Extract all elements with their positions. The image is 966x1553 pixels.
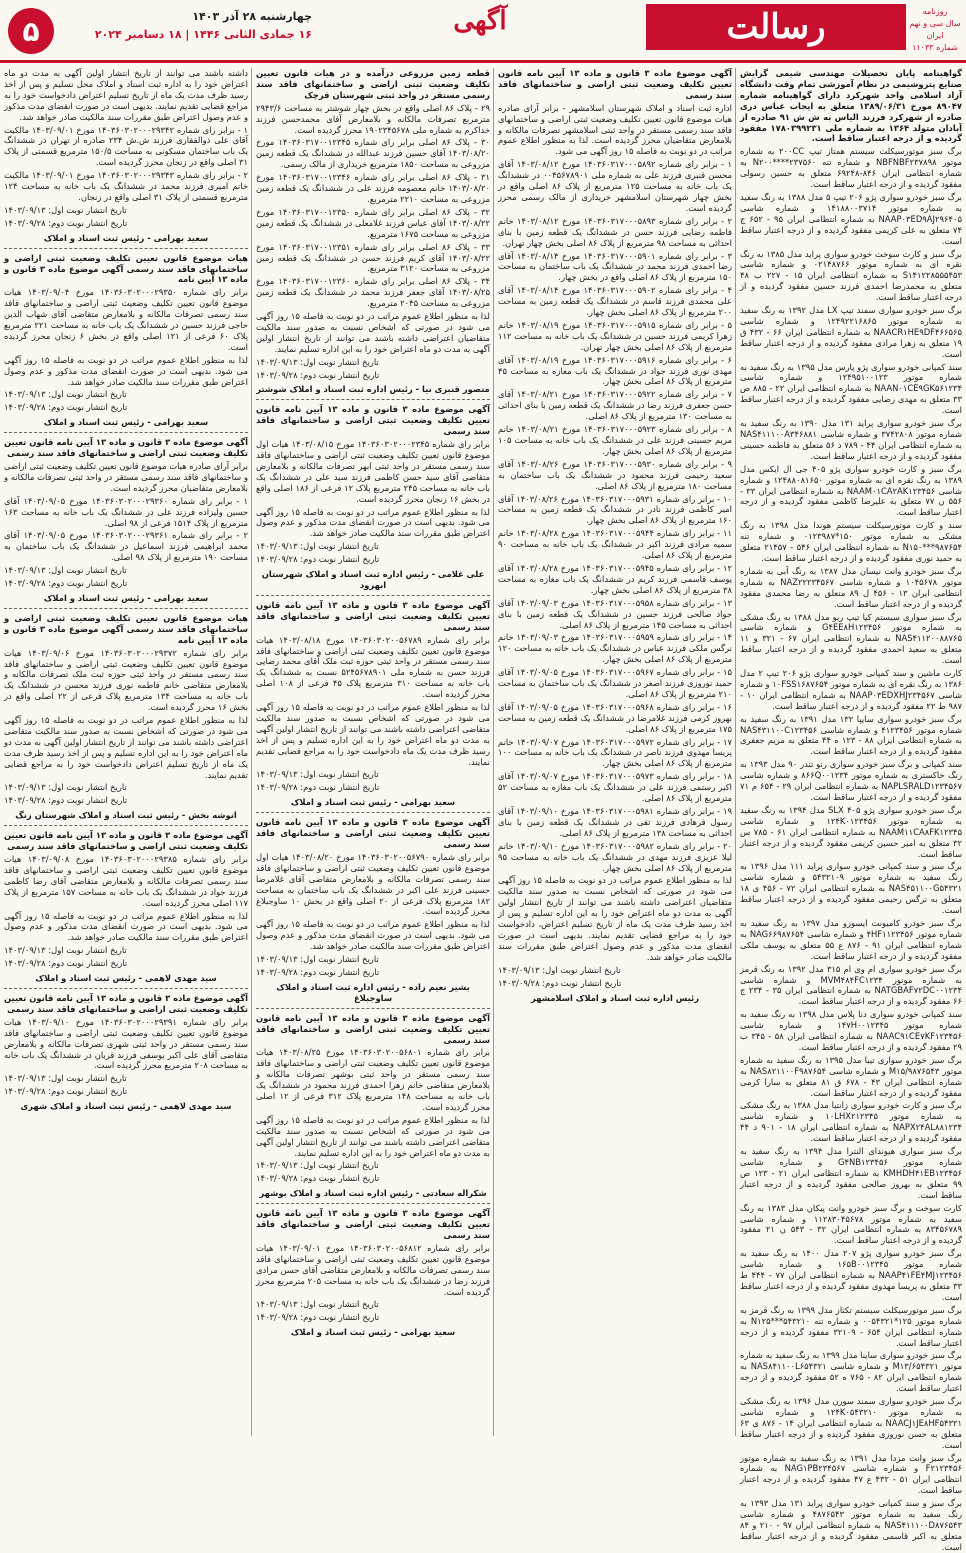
ad-separator xyxy=(4,825,248,826)
ad-text: برگ سبز سواری سیستم کیا تیپ ریو مدل ۱۳۸۸ به رنگ مشکی به شماره موتور G۴EE۸H۱۲۳۴۵۶ و شماره شاسی NAS۴۱۱۲۰۰۸۸۷۶۵ به شماره انتظامی ایران ۶۷ - ۳۲۱ و ۱۱ متعلق به سعید احمدی مفقود گردیده و از درجه اعتبار ساقط است. xyxy=(740,611,962,666)
publish-date: تاریخ انتشار نوبت دوم: ۱۴۰۳/۰۹/۲۸ xyxy=(498,977,622,988)
ad-signature: سید مهدی لاهمی - رئیس ثبت اسناد و املاک شهری xyxy=(20,1101,232,1112)
ad-text: ۳ - برابر رای شماره ۱۴۰۳۶۰۳۱۷۰۰۰۵۹۰۱ مورخ ۱۴۰۳/۰۸/۱۴ آقای رضا احمدی فرزند محمد در ششدانگ یک باب ساختمان به مساحت ۱۵۰ مترمربع از پلاک ۸۶ اصلی واقع در بخش چهار. xyxy=(498,250,732,283)
ad-signature: سعید بهرامی - رئیس ثبت اسناد و املاک xyxy=(43,592,209,603)
issue-dates xyxy=(62,8,312,44)
ad-text: ۱ - برابر رای شماره ۱۴۰۳۶۰۳۰۲۰۰۰۲۹۳۶۰ مورخ ۱۴۰۳/۰۹/۰۵ آقای حسین ولیزاده فرزند علی در ششدانگ یک باب خانه به مساحت ۱۶۳ مترمربع از پلاک ۱۵۱۴ فرعی از ۹۸ اصلی. xyxy=(4,495,248,528)
ad-text: ۸ - برابر رای شماره ۱۴۰۳۶۰۳۱۷۰۰۰۵۹۲۳ مورخ ۱۴۰۳/۰۸/۲۱ خانم مریم حسینی فرزند علی در ششدانگ یک باب خانه به مساحت ۱۰۵ مترمربع از پلاک ۸۶ اصلی بخش چهار. xyxy=(498,424,732,456)
ad-heading: آگهی موضوع ماده ۳ قانون و ماده ۱۳ آیین نامه قانون تعیین تکلیف وضعیت ثبتی اراضی و ساختمانهای فاقد سند رسمی xyxy=(4,437,248,459)
publish-date: تاریخ انتشار نوبت اول: ۱۴۰۳/۰۹/۱۳ xyxy=(4,782,127,793)
ad-separator xyxy=(256,595,490,596)
ad-text: سند کمپانی خودرو سواری دنا پلاس مدل ۱۳۹۸ به رنگ سفید به شماره موتور ۱۴۷H۰۰۱۲۳۴۵ و شماره شاسی NAAC۹۱CE۷KF۱۲۳۴۵۶ به شماره انتظامی ایران ۵۸ - ۳۴۵ ب ۲۹ مفقود گردیده و از درجه اعتبار ساقط است. xyxy=(740,1009,962,1052)
date-hijri-gregorian: ۱۶ جمادی الثانی ۱۴۴۶ | ۱۸ دسامبر ۲۰۲۴ xyxy=(94,28,312,41)
ad-text: برگ سبز و کارت سوخت خودرو سواری پراید مدل ۱۳۸۵ به رنگ نقره ای به شماره موتور ۰۲۱۴۸۷۶۶ و شماره شاسی S۱۴۱۲۲۸۵۵۵۴۵۳ به شماره انتظامی ایران ۱۵ - ۲۲۷ ب ۴۸ متعلق به محمدرضا احمدی فرزند حسین مفقود گردیده و از درجه اعتبار ساقط است. xyxy=(740,248,962,303)
ad-heading: آگهی موضوع ماده ۳ قانون و ماده ۱۳ آیین نامه قانون تعیین تکلیف وضعیت ثبتی اراضی و ساختمانهای فاقد سند رسمی xyxy=(498,68,732,100)
ad-signature: علی غلامی - رئیس اداره ثبت اسناد و املاک شهرستان ابهرود xyxy=(261,569,485,590)
column-1 xyxy=(740,68,963,1552)
ad-text: برابر رای شماره ۱۴۰۳۶۰۳۰۲۰۰۵۶۸۱۲ مورخ ۱۴۰۳/۰۹/۰۱ هیات موضوع قانون تعیین تکلیف وضعیت ثبتی اراضی و ساختمانهای فاقد سند رسمی تصرفات مالکانه و بلامعارض متقاضی آقای حسن مرادی فرزند رضا در ششدانگ یک باب خانه به مساحت ۲۰۵ مترمربع محرز گردیده است. xyxy=(256,1242,490,1297)
publish-date: تاریخ انتشار نوبت اول: ۱۴۰۳/۰۹/۱۳ xyxy=(256,1160,379,1171)
ad-separator xyxy=(256,1008,490,1009)
ad-text: ۵ - برابر رای شماره ۱۴۰۳۶۰۳۱۷۰۰۰۵۹۱۵ مورخ ۱۴۰۳/۰۸/۱۹ خانم زهرا کریمی فرزند حسین در ششدانگ یک باب خانه به مساحت ۱۱۲ مترمربع از پلاک ۸۶ اصلی بخش چهار تهران. xyxy=(498,319,732,352)
ad-heading: آگهی موضوع ماده ۳ قانون و ماده ۱۳ آیین نامه قانون تعیین تکلیف وضعیت ثبتی اراضی و ساختمانهای فاقد سند رسمی xyxy=(256,1012,490,1045)
ad-text: لذا به منظور اطلاع عموم مراتب در دو نوبت به فاصله ۱۵ روز آگهی می شود در صورتی که اشخاص نسبت به صدور سند مالکیت متقاضیان اعتراضی داشته باشند می توانند از تاریخ انتشار اولین آگهی به مدت دو ماه اعتراض خود را به این اداره تسلیم و پس از اخذ رسید ظرف مدت یک ماه از تاریخ تسلیم اعتراض، دادخواست خود را به مراجع قضایی تقدیم نمایند. بدیهی است در صورت انقضای مدت مذکور و عدم وصول اعتراض طبق مقررات سند مالکیت صادر خواهد شد. xyxy=(498,875,732,962)
ad-separator xyxy=(256,1203,490,1204)
ad-text: ۶ - برابر رای شماره ۱۴۰۳۶۰۳۱۷۰۰۰۵۹۱۶ مورخ ۱۴۰۳/۰۸/۱۹ آقای مهدی نوری فرزند جواد در ششدانگ یک باب مغازه به مساحت ۴۵ مترمربع از پلاک ۸۶ اصلی بخش چهار. xyxy=(498,354,732,387)
publish-date: تاریخ انتشار نوبت اول: ۱۴۰۳/۰۹/۱۳ xyxy=(4,1073,127,1084)
ad-text: برگ سبز موتورسیکلت سیستم تکتاز مدل ۱۳۹۹ به رنگ قرمز به شماره موتور ۱۲۵*۰۰۵۴۳۲۱ و شماره تنه N۱۲۵***۵۴۳۲۱۰ به شماره انتظامی ایران ۶۵۴ - ۳۲۱۰۹ مفقود گردیده و از درجه اعتبار ساقط است. xyxy=(740,1304,963,1348)
ad-separator xyxy=(256,812,490,813)
ad-text: ۱۸ - برابر رای شماره ۱۴۰۳۶۰۳۱۷۰۰۰۵۹۷۳ مورخ ۱۴۰۳/۰۹/۰۷ آقای اکبر رستمی فرزند علی در ششدانگ یک باب مغازه به مساحت ۵۲ مترمربع از پلاک ۸۶ اصلی. xyxy=(498,771,732,804)
publish-date: تاریخ انتشار نوبت اول: ۱۴۰۳/۰۹/۱۳ xyxy=(256,356,379,367)
ad-text: برگ سبز موتورسیکلت سیستم همتاز تیپ ۲۰۰CC به شماره موتور NBFNBF۲۳۷۸۹۸ و شماره تنه N۲۰۰****۲۳۷۵۶۰ به شماره انتظامی ایران ۸۴۶-۶۹۲۴۸ متعلق به حسین رسولی مفقود گردیده و از درجه اعتبار ساقط است. xyxy=(740,146,962,190)
publish-date: تاریخ انتشار نوبت دوم: ۱۴۰۳/۰۹/۲۸ xyxy=(256,782,380,793)
ad-text: کارت سوخت و برگ سبز خودرو وانت پیکان مدل ۱۳۸۳ به رنگ سفید به شماره موتور ۱۱۲۸۳۰۴۵۶۷۸ و شماره شاسی ۸۳۴۵۶۷۸۹ به شماره انتظامی ایران ۳۲ - ۵۴۳ ن ۲۱ مفقود گردیده و از درجه اعتبار ساقط است. xyxy=(740,1202,962,1246)
date-shamsi: چهارشنبه ۲۸ آذر ۱۴۰۳ xyxy=(192,10,312,23)
ad-text: ۳۳ - پلاک ۸۶ اصلی برابر رای شماره ۱۴۰۳۶۰۳۱۷۰۰۱۲۳۵۱ مورخ ۱۴۰۳/۰۸/۲۲ آقای کریم فرزند حسن در ششدانگ یک قطعه زمین مزروعی به مساحت ۳۱۲۰ مترمربع. xyxy=(256,241,490,274)
ad-text: ۲ - برابر رای شماره ۱۴۰۳۶۰۳۰۲۰۰۰۲۹۳۶۱ مورخ ۱۴۰۳/۰۹/۰۵ آقای محمد ابراهیمی فرزند اسماعیل در ششدانگ یک باب ساختمان به مساحت ۱۹۰ مترمربع از پلاک ۹۸ اصلی. xyxy=(4,530,248,563)
ad-heading: آگهی موضوع ماده ۳ قانون و ماده ۱۳ آیین نامه قانون تعیین تکلیف وضعیت ثبتی اراضی و ساختمانهای فاقد سند رسمی xyxy=(256,599,490,632)
publish-date: تاریخ انتشار نوبت دوم: ۱۴۰۳/۰۹/۲۸ xyxy=(256,369,380,380)
publish-date: تاریخ انتشار نوبت اول: ۱۴۰۳/۰۹/۱۳ xyxy=(256,769,379,780)
ad-text: برابر رای شماره ۱۴۰۳۶۰۳۰۲۰۰۵۶۷۸۹ مورخ ۱۴۰۳/۰۸/۱۸ هیات موضوع قانون تعیین تکلیف وضعیت ثبتی اراضی و ساختمانهای فاقد سند رسمی مستقر در واحد ثبتی حوزه ثبت ملک آقای محمد رضایی فرزند حسن به شماره ملی ۵۲۴۵۶۷۸۹۰۱ نسبت به ششدانگ یک باب خانه به مساحت ۳۱۰ مترمربع پلاک ۴۵ فرعی از ۱۰۸ اصلی محرز گردیده است. xyxy=(256,634,491,700)
ad-signature: سعید بهرامی - رئیس ثبت اسناد و املاک xyxy=(290,797,456,808)
publish-date: تاریخ انتشار نوبت اول: ۱۴۰۳/۰۹/۱۳ xyxy=(256,954,379,965)
ad-text: برابر رای شماره ۱۴۰۳۶۰۳۰۲۰۰۵۶۷۹۰ مورخ ۱۴۰۳/۰۸/۲۰ هیات اول موضوع قانون تعیین تکلیف وضعیت ثبتی اراضی و ساختمانهای فاقد سند رسمی تصرفات مالکانه و بلامعارض متقاضی آقای غلامرضا حسینی فرزند علی اکبر در ششدانگ یک باب ساختمان به مساحت ۱۸۲ مترمربع پلاک فرعی از ۲۰ اصلی واقع در بخش ۱۰ ساوجبلاغ محرز گردیده است. xyxy=(256,851,490,917)
ad-text: ۲۹ - پلاک ۸۶ اصلی واقع در بخش چهار شوشتر به مساحت ۲۹۴۳/۶ مترمربع تصرفات مالکانه و بلامعارض آقای محمدحسن فرزند خداکرم به شماره ملی ۱۹۰۲۳۴۵۶۷۸ محرز گردیده است. xyxy=(256,102,490,135)
mast-line: روزنامه xyxy=(922,7,948,16)
ad-signature: سعید بهرامی - رئیس ثبت اسناد و املاک xyxy=(43,417,209,428)
ad-text: لذا به منظور اطلاع عموم مراتب در دو نوبت به فاصله ۱۵ روز آگهی می شود در صورتی که اشخاص نسبت به صدور سند مالکیت متقاضی اعتراضی داشته باشند می توانند از تاریخ انتشار اولین آگهی به مدت دو ماه اعتراض خود را به این اداره تسلیم و پس از اخذ رسید ظرف مدت یک ماه دادخواست خود را به مراجع قضایی تقدیم نمایند. xyxy=(256,702,490,767)
ad-text: برگ سبز خودرو سواری سمند تیپ LX مدل ۱۳۹۲ به رنگ سفید به شماره موتور ۱۲۴۹۲۲۱۶۸۶۵ و شماره شاسی NAACR۱HE۹DF۴۶۶۵۶۵ به شماره انتظامی ایران ۶۶ - ۴۳۲ ق ۱۹ متعلق به زهرا مرادی مفقود گردیده و از درجه اعتبار ساقط است. xyxy=(740,305,963,359)
ad-text: ۷ - برابر رای شماره ۱۴۰۳۶۰۳۱۷۰۰۰۵۹۲۲ مورخ ۱۴۰۳/۰۸/۲۱ آقای حسن جعفری فرزند رضا در ششدانگ یک قطعه زمین با بنای احداثی به مساحت ۱۳۰ مترمربع از پلاک ۸۶ اصلی. xyxy=(498,389,732,422)
ad-text: ۲ - برابر رای شماره ۱۴۰۳۶۰۳۱۷۰۰۰۵۸۹۳ مورخ ۱۴۰۳/۰۸/۱۲ خانم فاطمه رضایی فرزند حسن در ششدانگ یک قطعه زمین با بنای احداثی به مساحت ۹۸ مترمربع از پلاک ۸۶ اصلی بخش چهار تهران. xyxy=(498,215,732,248)
ad-heading: هیات موضوع قانون تعیین تکلیف وضعیت ثبتی اراضی و ساختمانهای فاقد سند رسمی آگهی موضوع ماده ۳ قانون و ماده ۱۳ آیین نامه xyxy=(4,612,248,645)
ad-separator xyxy=(4,248,248,249)
ad-text: سند کمپانی خودرو سواری پژو پارس مدل ۱۳۹۵ به رنگ سفید به شماره موتور ۱۲۴۹۵۱۰۰۱۲۳ و شماره شاسی NAAN۰۱CE۹GK۵۶۱۲۳۴ به شماره انتظامی ایران ۲۲ - ۸۸۵ ص ۳۳ متعلق به مهدی رضایی مفقود گردیده و از درجه اعتبار ساقط است. xyxy=(740,361,962,416)
ad-signature: رئیس اداره ثبت اسناد و املاک اسلامشهر xyxy=(530,992,700,1003)
ad-text: برابر رای شماره ۱۴۰۳۶۰۳۰۲۰۰۰۲۹۳۷۲ مورخ ۱۴۰۳/۰۹/۰۶ هیات موضوع قانون تعیین تکلیف وضعیت ثبتی اراضی و ساختمانهای فاقد سند رسمی مستقر در واحد ثبتی حوزه ثبت ملک تصرفات مالکانه و بلامعارض متقاضی خانم فاطمه نوری فرزند محسن در ششدانگ یک باب خانه به مساحت ۱۳۴ مترمربع پلاک فرعی از ۲۲ اصلی واقع در بخش ۱۶ محرز گردیده است. xyxy=(4,647,248,713)
ad-heading: آگهی موضوع ماده ۳ قانون و ماده ۱۳ آیین نامه قانون تعیین تکلیف وضعیت ثبتی اراضی و ساختمانهای فاقد سند رسمی xyxy=(256,1208,490,1240)
publish-date: تاریخ انتشار نوبت اول: ۱۴۰۳/۰۹/۱۳ xyxy=(4,389,127,400)
publish-date: تاریخ انتشار نوبت اول: ۱۴۰۳/۰۹/۱۳ xyxy=(498,964,621,975)
publish-date: تاریخ انتشار نوبت دوم: ۱۴۰۳/۰۹/۲۸ xyxy=(256,1312,380,1323)
ad-text: برگ سبز و سند کمپانی خودرو سواری پراید ۱۱۱ مدل ۱۳۹۶ به رنگ سفید به شماره موتور ۵۴۳۲۱۰۹ و شماره شاسی NAS۴۵۱۱۰۰G۵۴۳۲۱ به شماره انتظامی ایران ۷۲ - ۴۵۶ ی ۱۸ متعلق به نرگس رحیمی مفقود گردیده و از درجه اعتبار ساقط است. xyxy=(740,861,962,916)
ad-text: کارت ماشین و سند کمپانی خودرو سواری پژو ۲۰۶ تیپ ۲ مدل ۱۳۸۶ به رنگ نقره ای به شماره موتور ۱۰FSS۱۶۸۷۶۵۴ و شماره شاسی NAAP۰۳EDXHJ۲۳۴۵۶۷ به شماره انتظامی ایران ۱۰ - ۹۸۷ ط ۲۲ مفقود گردیده و از درجه اعتبار ساقط است. xyxy=(740,668,963,711)
publish-date: تاریخ انتشار نوبت دوم: ۱۴۰۳/۰۹/۲۸ xyxy=(4,1086,128,1097)
ad-text: برابر رای شماره ۱۴۰۳۶۰۳۰۲۰۰۰۲۹۳۹۱ مورخ ۱۴۰۳/۰۹/۱۰ هیات موضوع قانون تعیین تکلیف وضعیت ثبتی اراضی و ساختمانهای فاقد سند رسمی مستقر در واحد ثبتی شهری تصرفات مالکانه و بلامعارض متقاضی آقای علی اکبر یوسفی فرزند قربان در ششدانگ یک باب خانه به مساحت ۲۰۸ مترمربع محرز گردیده است. xyxy=(4,1016,248,1071)
ad-text: سند کمپانی و برگ سبز خودرو سواری رنو تندر ۹۰ مدل ۱۳۹۳ به رنگ خاکستری به شماره موتور ۸۶۶Q۰۰۱۲۳۴ و شماره شاسی NAPLSRALD۱۲۳۴۵۶۷ به شماره انتظامی ایران ۲۹ - ۶۵۴ م ۷۱ مفقود گردیده و از درجه اعتبار ساقط است. xyxy=(740,759,963,802)
ad-heading: آگهی موضوع ماده ۳ قانون و ماده ۱۳ آیین نامه قانون تعیین تکلیف وضعیت ثبتی اراضی و ساختمانهای فاقد سند رسمی xyxy=(4,830,248,852)
ad-heading: آگهی موضوع ماده ۳ قانون و ماده ۱۳ آیین نامه قانون تعیین تکلیف وضعیت ثبتی اراضی و ساختمانهای فاقد سند رسمی xyxy=(256,817,490,849)
ad-text: برابر رای شماره ۱۴۰۳۶۰۳۰۲۰۰۵۶۸۰۱ مورخ ۱۴۰۳/۰۸/۲۵ هیات موضوع قانون تعیین تکلیف وضعیت ثبتی اراضی و ساختمانهای فاقد سند رسمی مستقر در واحد ثبتی بوشهر تصرفات مالکانه و بلامعارض متقاضی خانم زهرا احمدی فرزند محمود در ششدانگ یک باب خانه به مساحت ۱۴۸ مترمربع پلاک ۳۱۲ فرعی از ۱۲ اصلی محرز گردیده است. xyxy=(256,1047,491,1112)
ads-columns xyxy=(4,68,963,1552)
column-4 xyxy=(4,68,248,1436)
ad-separator xyxy=(256,399,490,400)
publish-date: تاریخ انتشار نوبت دوم: ۱۴۰۳/۰۹/۲۸ xyxy=(4,402,128,413)
ad-text: داشته باشند می توانند از تاریخ انتشار اولین آگهی به مدت دو ماه اعتراض خود را به اداره ثبت اسناد و املاک محل تسلیم و پس از اخذ رسید ظرف مدت یک ماه از تاریخ تسلیم اعتراض دادخواست خود را به مراجع قضایی تقدیم نمایند. بدیهی است در صورت انقضای مدت مذکور و عدم وصول اعتراض طبق مقررات سند مالکیت صادر خواهد شد. xyxy=(4,68,248,122)
ad-text: برابر آرای صادره هیات موضوع قانون تعیین تکلیف وضعیت ثبتی اراضی و ساختمانهای فاقد سند رسمی مستقر در واحد ثبتی تصرفات مالکانه و بلامعارض متقاضیان محرز گردیده است. xyxy=(4,461,248,493)
ad-text: برگ سبز خودرو سواری پژو ۴۰۵ SLX مدل ۱۳۹۴ به رنگ سفید به شماره موتور ۱۲۴K۰۱۲۳۴۵۶ و شماره شاسی NAAM۱۱CA۸FK۱۲۳۴۵ به شماره انتظامی ایران ۶۱ - ۷۸۵ س ۳۲ متعلق به امیر حسین کریمی مفقود گردیده و از درجه اعتبار ساقط است. xyxy=(740,804,962,859)
ad-text: لذا به منظور اطلاع عموم مراتب در دو نوبت به فاصله ۱۵ روز آگهی می شود در صورتی که اشخاص نسبت به صدور سند مالکیت متقاضی اعتراضی داشته باشند می توانند از تاریخ انتشار اولین آگهی به مدت دو ماه اعتراض خود را به این اداره تسلیم و پس از اخذ رسید ظرف مدت یک ماه از تاریخ تسلیم اعتراض دادخواست خود را به مراجع قضایی تقدیم نمایند. xyxy=(4,715,248,780)
column-2 xyxy=(498,68,732,1436)
ad-text: ۱۳ - برابر رای شماره ۱۴۰۳۶۰۳۱۷۰۰۰۵۹۵۸ مورخ ۱۴۰۳/۰۹/۰۳ آقای جواد صالحی فرزند حسین در ششدانگ یک قطعه زمین با بنای احداثی به مساحت ۱۴۵ مترمربع از پلاک ۸۶ اصلی. xyxy=(498,597,732,630)
column-divider xyxy=(493,68,494,1436)
ad-signature: سید مهدی لاهمی - رئیس ثبت اسناد و املاک xyxy=(35,973,217,984)
ad-text: ۱۲ - برابر رای شماره ۱۴۰۳۶۰۳۱۷۰۰۰۵۹۴۵ مورخ ۱۴۰۳/۰۸/۲۸ آقای یوسف قاسمی فرزند کریم در ششدانگ یک باب مغازه به مساحت ۳۸ مترمربع از پلاک ۸۶ اصلی بخش چهار. xyxy=(498,562,732,595)
ad-text: ۳۲ - پلاک ۸۶ اصلی برابر رای شماره ۱۴۰۳۶۰۳۱۷۰۰۱۲۳۵۰ مورخ ۱۴۰۳/۰۸/۲۲ آقای عباس فرزند غلامعلی در ششدانگ یک قطعه زمین مزروعی به مساحت ۱۶۷۵ مترمربع. xyxy=(256,206,490,239)
ad-text: برابر رای شماره ۱۴۰۳۶۰۳۰۲۰۰۰۲۹۳۵۰ مورخ ۱۴۰۳/۰۹/۰۴ هیات موضوع قانون تعیین تکلیف وضعیت ثبتی اراضی و ساختمانهای فاقد سند رسمی تصرفات مالکانه و بلامعارض متقاضی آقای شهاب الدین حاجی فرزند حسین در ششدانگ یک باب خانه به مساحت ۲۲۱ مترمربع پلاک ۶۰ فرعی از ۱۲۱ اصلی واقع در بخش ۶ زنجان محرز گردیده است. xyxy=(4,287,248,352)
ad-text: برگ سبز و کارت خودرو سواری پژو ۴۰۵ جی ال ایکس مدل ۱۳۸۹ به رنگ نقره ای به شماره موتور ۱۲۴۸۸۰۸۱۶۵۰ و شماره شاسی NAAM۰۱CA۲AK۱۲۳۴۵۶ به شماره انتظامی ایران ۳۳ - ۵۵۶ ن ۷۷ متعلق به علیرضا کاظمی مفقود گردیده و از درجه اعتبار ساقط است. xyxy=(740,463,963,518)
ad-text: ۴ - برابر رای شماره ۱۴۰۳۶۰۳۱۷۰۰۰۵۹۰۲ مورخ ۱۴۰۳/۰۸/۱۴ آقای علی محمدی فرزند قاسم در ششدانگ یک قطعه زمین به مساحت ۲۰۰ مترمربع از پلاک ۸۶ اصلی بخش چهار. xyxy=(498,285,732,318)
masthead-info xyxy=(908,6,962,54)
ad-text: ۱۱ - برابر رای شماره ۱۴۰۳۶۰۳۱۷۰۰۰۵۹۴۴ مورخ ۱۴۰۳/۰۸/۲۸ خانم سمیه مرادی فرزند اکبر در ششدانگ یک باب خانه به مساحت ۹۰ مترمربع از پلاک ۸۶ اصلی. xyxy=(498,528,732,561)
ad-text: ۱۷ - برابر رای شماره ۱۴۰۳۶۰۳۱۷۰۰۰۵۹۷۲ مورخ ۱۴۰۳/۰۹/۰۷ خانم پریسا مهدوی فرزند ناصر در ششدانگ یک باب خانه به مساحت ۱۰۰ مترمربع از پلاک ۸۶ اصلی بخش چهار. xyxy=(498,736,732,769)
ad-text: برگ سبز خودرو سواری سایپا ۱۳۲ مدل ۱۳۹۱ به رنگ سفید به شماره موتور ۴۱۲۳۴۵۶ و شماره شاسی NAS۴۳۱۱۰۰C۱۲۳۴۵۶ به شماره انتظامی ایران ۸۸ - ۱۲۳ ه ۴۴ متعلق به مریم جعفری مفقود گردیده و از درجه اعتبار ساقط است. xyxy=(740,713,962,757)
ad-text: ۱۹ - برابر رای شماره ۱۴۰۳۶۰۳۱۷۰۰۰۵۹۸۱ مورخ ۱۴۰۳/۰۹/۱۰ آقای رسول فرهادی فرزند تقی در ششدانگ یک قطعه زمین با بنای احداثی به مساحت ۱۳۸ مترمربع از پلاک ۸۶ اصلی. xyxy=(498,806,732,838)
ad-text: برگ سبز خودرو وانت نیسان مدل ۱۳۸۷ به رنگ آبی به شماره موتور ۱۰۴۵۶۷۸ و شماره شاسی NAZ۲۲۲۳۴۵۶۷ به شماره انتظامی ایران ۱۳ - ۴۵۶ ل ۸۹ متعلق به رضا محمدی مفقود گردیده و از درجه اعتبار ساقط است. xyxy=(740,565,962,609)
publish-date: تاریخ انتشار نوبت دوم: ۱۴۰۳/۰۹/۲۸ xyxy=(4,795,128,806)
ad-text: برگ سبز خودرو کامیونت ایسوزو مدل ۱۳۹۷ به رنگ سفید به شماره موتور ۴HF۱۱۲۳۴۵۶ و شماره شاسی NAG۶۶۹۸۷۶۵۴ به شماره انتظامی ایران ۹۱ - ۸۷۶ ع ۵۵ متعلق به یوسف ملکی مفقود گردیده و از درجه اعتبار ساقط است. xyxy=(740,917,963,961)
ad-signature: منصور قنبری نیا - رئیس اداره ثبت اسناد و املاک شوشتر xyxy=(256,384,490,395)
ad-text: برگ سبز خودرو سواری پژو ۲۰۷ مدل ۱۴۰۰ به رنگ سفید به شماره موتور ۱۶۵B۰۰۱۲۳۴۵ و شماره شاسی NAAP۴۱FE۴MJ۱۲۳۴۵۶ به شماره انتظامی ایران ۷۷ - ۴۴۴ ط ۳۳ متعلق به پریسا مهدوی مفقود گردیده و از درجه اعتبار ساقط است. xyxy=(740,1248,963,1302)
ad-text: برگ سبز و کارت خودرو سواری زانتیا مدل ۱۳۸۸ به رنگ مشکی به شماره موتور ۱۰LHX۲۱۲۳۴۵ و شماره شاسی NAPX۲۴AL۸۸۱۲۳۴ به شماره انتظامی ایران ۱۸ - ۹۰۱ د ۴۴ مفقود گردیده و از درجه اعتبار ساقط است. xyxy=(740,1100,962,1144)
ad-text: برگ سبز خودرو سواری پژو ۲۰۶ تیپ ۵ مدل ۱۳۸۸ به رنگ سفید به شماره موتور ۱۴۱۸۸۰۰۳۷۱۴ و شماره شاسی NAAP۰۳ED۹AJ۲۹۶۴۰۵ به شماره انتظامی ایران ۹۵ - ۶۵۲ ج ۷۴ متعلق به علی کریمی مفقود گردیده و از درجه اعتبار ساقط است. xyxy=(740,191,963,246)
publish-date: تاریخ انتشار نوبت اول: ۱۴۰۳/۰۹/۱۳ xyxy=(4,565,127,576)
ad-text: برگ سبز خودرو سواری ساینا مدل ۱۳۹۹ به رنگ سفید به شماره موتور M۱۳/۶۵۴۳۲۱ و شماره شاسی NAS۸۴۱۱۰۰L۶۵۴۳۲۱ به شماره انتظامی ایران ۸۲ - ۷۶۵ ه ۵۲ مفقود گردیده و از درجه اعتبار ساقط است. xyxy=(740,1350,962,1394)
header-divider xyxy=(0,60,966,63)
ad-text: ۳۱ - پلاک ۸۶ اصلی برابر رای شماره ۱۴۰۳۶۰۳۱۷۰۰۱۲۳۴۶ مورخ ۱۴۰۳/۰۸/۲۰ خانم معصومه فرزند علی در ششدانگ یک قطعه زمین مزروعی به مساحت ۲۲۱۰ مترمربع. xyxy=(256,172,490,204)
section-title: آگهی xyxy=(453,6,507,36)
ad-signature: بشیر نعیم زاده - رئیس اداره ثبت اسناد و املاک ساوجبلاغ xyxy=(276,981,470,1003)
ad-text: برگ سبز سواری هیوندای النترا مدل ۱۳۹۴ به رنگ سفید به شماره موتور G۴NB۱۲۳۴۵۶ و شماره شاسی KMHDH۴۱EB۱۲۳۴۵۶ به شماره انتظامی ایران ۲۱ - ۱۲۳ ص ۹۹ متعلق به بهروز صالحی مفقود گردیده و از درجه اعتبار ساقط است. xyxy=(740,1146,962,1200)
ad-text: لذا به منظور اطلاع عموم مراتب در دو نوبت به فاصله ۱۵ روز آگهی می شود. بدیهی است در صورت انقضای مدت مذکور و عدم وصول اعتراض طبق مقررات سند مالکیت صادر خواهد شد. xyxy=(4,354,248,387)
ad-text: برگ سبز خودرو سواری سمند سورن مدل ۱۳۹۶ به رنگ مشکی به شماره موتور ۱۲۴K۰۵۴۳۲۱۰ و شماره شاسی NAACJ۱JE۸HF۵۴۳۲۱ به شماره انتظامی ایران ۱۴ - ۸۷۶ ی ۶۳ متعلق به حسن نوروزی مفقود گردیده و از درجه اعتبار ساقط است. xyxy=(740,1396,962,1450)
ad-text: برگ سبز وانت مزدا مدل ۱۳۹۱ به رنگ سفید به شماره موتور F۲۱۲۳۴۵۶ و شماره شاسی NAG۱PB۲۳۴۵۶۷ به شماره انتظامی ایران ۵۱ - ۴۳۲ ع ۴۷ مفقود گردیده و از درجه اعتبار ساقط است. xyxy=(740,1452,962,1496)
ad-separator xyxy=(4,608,248,609)
publish-date: تاریخ انتشار نوبت دوم: ۱۴۰۳/۰۹/۲۸ xyxy=(256,554,380,565)
ad-heading: آگهی موضوع ماده ۳ قانون و ماده ۱۳ آیین نامه قانون تعیین تکلیف وضعیت ثبتی اراضی و ساختمانهای فاقد سند رسمی xyxy=(256,404,490,437)
publish-date: تاریخ انتشار نوبت دوم: ۱۴۰۳/۰۹/۲۸ xyxy=(256,966,380,977)
ad-heading: آگهی موضوع ماده ۳ قانون و ماده ۱۳ آیین نامه قانون تعیین تکلیف وضعیت ثبتی اراضی و ساختمانهای فاقد سند رسمی xyxy=(4,992,248,1014)
ad-text: برگ سبز خودرو سواری پراید ۱۳۱ مدل ۱۳۹۰ به رنگ سفید به شماره موتور ۳۷۴۲۸۰۸ و شماره شاسی NAS۴۱۱۱۰۰A۳۴۶۸۸۱ به شماره انتظامی ایران ۴۴ - ۷۸۹ د ۵۶ متعلق به فاطمه حسینی مفقود گردیده و از درجه اعتبار ساقط است. xyxy=(740,418,962,461)
publish-date: تاریخ انتشار نوبت دوم: ۱۴۰۳/۰۹/۲۸ xyxy=(256,1173,380,1184)
ad-text: برگ سبز خودرو سواری ام وی ام ۳۱۵ مدل ۱۳۹۲ به رنگ قرمز به شماره موتور MVM۴۸۴FC۱۲۳۴ و شماره شاسی NATGBAF۷۲DC۰۰۱۲۳۴ به شماره انتظامی ایران ۳۵ - ۲۳۴ ج ۶۶ مفقود گردیده و از درجه اعتبار ساقط است. xyxy=(740,963,963,1007)
column-3 xyxy=(256,68,490,1436)
ad-text: ۱۵ - برابر رای شماره ۱۴۰۳۶۰۳۱۷۰۰۰۵۹۶۷ مورخ ۱۴۰۳/۰۹/۰۵ آقای حمید نوروزی فرزند اصغر در ششدانگ یک باب ساختمان به مساحت ۲۱۰ مترمربع از پلاک ۸۶ اصلی. xyxy=(498,667,732,699)
publish-date: تاریخ انتشار نوبت اول: ۱۴۰۳/۰۹/۱۳ xyxy=(256,541,379,552)
ad-text: ۱۰ - برابر رای شماره ۱۴۰۳۶۰۳۱۷۰۰۰۵۹۳۱ مورخ ۱۴۰۳/۰۸/۲۶ آقای امیر کاظمی فرزند نادر در ششدانگ یک قطعه زمین به مساحت ۱۶۰ مترمربع از پلاک ۸۶ اصلی بخش چهار. xyxy=(498,493,732,526)
ad-text: برگ سبز خودرو سواری تیبا مدل ۱۳۹۵ به رنگ سفید به شماره موتور M۱۵/۹۸۷۶۵۴۳ و شماره شاسی NAS۸۲۱۱۰۰F۹۸۷۶۵۴ به شماره انتظامی ایران ۴۳ - ۶۷۸ ق ۸۱ متعلق به سارا کرمی مفقود گردیده و از درجه اعتبار ساقط است. xyxy=(740,1054,962,1098)
ad-text: ۳۴ - پلاک ۸۶ اصلی برابر رای شماره ۱۴۰۳۶۰۳۱۷۰۰۱۲۳۶۰ مورخ ۱۴۰۳/۰۸/۲۵ آقای جعفر فرزند محمد در ششدانگ یک قطعه زمین مزروعی به مساحت ۲۰۴۵ مترمربع. xyxy=(256,276,490,309)
ad-text: برگ سبز و سند کمپانی خودرو سواری پراید ۱۳۱ مدل ۱۳۹۳ به رنگ سفید به شماره موتور ۴۸۷۶۵۴۳ و شماره شاسی NAS۴۱۱۱۰۰D۸۷۶۵۴۳ به شماره انتظامی ایران ۹۷ - ۲۱۰ و ۸۴ متعلق به اکبر قاسمی مفقود گردیده و از درجه اعتبار ساقط است. xyxy=(740,1498,962,1552)
ad-signature: سعید بهرامی - رئیس ثبت اسناد و املاک xyxy=(43,232,209,243)
page-number-badge: ۵ xyxy=(8,8,54,54)
ad-text: ۱۴ - برابر رای شماره ۱۴۰۳۶۰۳۱۷۰۰۰۵۹۵۹ مورخ ۱۴۰۳/۰۹/۰۳ خانم نرگس ملکی فرزند عباس در ششدانگ یک باب خانه به مساحت ۱۲۰ مترمربع از پلاک ۸۶ اصلی بخش چهار. xyxy=(498,632,732,665)
publish-date: تاریخ انتشار نوبت اول: ۱۴۰۳/۰۹/۱۳ xyxy=(4,204,127,215)
ad-text: ۹ - برابر رای شماره ۱۴۰۳۶۰۳۱۷۰۰۰۵۹۳۰ مورخ ۱۴۰۳/۰۸/۲۶ آقای سعید رحیمی فرزند محمود در ششدانگ یک باب ساختمان به مساحت ۱۸۰ مترمربع از پلاک ۸۶ اصلی. xyxy=(498,458,732,491)
masthead xyxy=(0,0,966,70)
ad-text: لذا به منظور اطلاع عموم مراتب در دو نوبت به فاصله ۱۵ روز آگهی می شود. بدیهی است در صورت انقضای مدت مذکور و عدم وصول اعتراض طبق مقررات سند مالکیت صادر خواهد شد. xyxy=(256,506,490,539)
mast-line: شماره ۱۱۰۳۳ xyxy=(912,43,958,52)
logo-text: رسالت xyxy=(726,7,826,47)
ad-heading: قطعه زمین مزروعی درآمده و در هیات قانون تعیین تکلیف وضعیت ثبتی اراضی و ساختمانهای فاقد سند رسمی مستقر در واحد ثبتی شهرستان قرچک xyxy=(256,68,490,100)
ad-signature: شکراله سعادتی - رئیس اداره ثبت اسناد و املاک بوشهر xyxy=(259,1188,487,1199)
ad-text: برابر رای شماره ۱۴۰۳۶۰۳۰۲۰۰۰۲۹۳۸۵ مورخ ۱۴۰۳/۰۹/۰۸ هیات موضوع قانون تعیین تکلیف وضعیت ثبتی اراضی و ساختمانهای فاقد سند رسمی تصرفات مالکانه و بلامعارض متقاضی آقای رضا کاظمی فرزند جواد در ششدانگ یک باب خانه به مساحت ۱۵۷ مترمربع از پلاک ۱۱۷ اصلی محرز گردیده است. xyxy=(4,854,248,908)
column-divider xyxy=(251,68,252,1436)
publish-date: تاریخ انتشار نوبت اول: ۱۴۰۳/۰۹/۱۳ xyxy=(256,1299,379,1310)
ad-text: ۱۶ - برابر رای شماره ۱۴۰۳۶۰۳۱۷۰۰۰۵۹۶۸ مورخ ۱۴۰۳/۰۹/۰۵ آقای بهروز کرمی فرزند غلامرضا در ششدانگ یک قطعه زمین به مساحت ۱۷۵ مترمربع از پلاک ۸۶ اصلی. xyxy=(498,701,732,734)
ad-text: ۲۰ - برابر رای شماره ۱۴۰۳۶۰۳۱۷۰۰۰۵۹۸۲ مورخ ۱۴۰۳/۰۹/۱۰ خانم لیلا عزیزی فرزند مهدی در ششدانگ یک باب خانه به مساحت ۹۵ مترمربع از پلاک ۸۶ اصلی بخش چهار. xyxy=(498,840,732,873)
column-divider xyxy=(735,68,736,1436)
ad-text: ۱ - برابر رای شماره ۱۴۰۳۶۰۳۱۷۰۰۰۵۸۹۲ مورخ ۱۴۰۳/۰۸/۱۲ آقای محسن قنبری فرزند علی به شماره ملی ۰۰۴۵۶۷۸۹۰۱ در ششدانگ یک باب خانه به مساحت ۱۲۵ مترمربع از پلاک ۸۶ اصلی واقع در بخش چهار شهرستان اسلامشهر خریداری از مالک رسمی محرز گردیده است. xyxy=(498,159,732,213)
publish-date: تاریخ انتشار نوبت دوم: ۱۴۰۳/۰۹/۲۸ xyxy=(4,217,128,228)
ad-text: سند و کارت موتورسیکلت سیستم هوندا مدل ۱۳۹۸ به رنگ مشکی به شماره موتور ۱۵۰*۰۱۲۳۹۸۷ و شماره تنه N۱۵۰***۹۸۷۶۵۴ به شماره انتظامی ایران ۵۴۶ - ۲۱۴۵۷ متعلق به حمید نوری مفقود گردیده و از درجه اعتبار ساقط است. xyxy=(740,520,962,563)
ad-text: برابر رای شماره ۱۴۰۳۶۰۳۰۲۰۰۰۲۳۴۵ مورخ ۱۴۰۳/۰۸/۱۵ هیات اول موضوع قانون تعیین تکلیف وضعیت ثبتی اراضی و ساختمانهای فاقد سند رسمی مستقر در واحد ثبتی ابهر تصرفات مالکانه و بلامعارض متقاضی آقای سید حسن کاظمی فرزند سید علی در ششدانگ یک باب خانه به مساحت ۲۴۵ مترمربع پلاک ۱۲ فرعی از ۱۸۶ اصلی واقع در بخش ۱۶ زنجان محرز گردیده است. xyxy=(256,439,490,504)
ad-text: لذا به منظور اطلاع عموم مراتب در دو نوبت به فاصله ۱۵ روز آگهی می شود. بدیهی است در صورت انقضای مدت مذکور و عدم وصول اعتراض طبق مقررات سند مالکیت صادر خواهد شد. xyxy=(256,919,490,952)
ad-text: لذا به منظور اطلاع عموم مراتب در دو نوبت به فاصله ۱۵ روز آگهی می شود در صورتی که اشخاص نسبت به صدور سند مالکیت متقاضیان اعتراضی داشته باشند می توانند از تاریخ انتشار اولین آگهی به مدت دو ماه اعتراض خود را به این اداره تسلیم نمایند. xyxy=(256,311,490,354)
ad-text: ۲ - برابر رای شماره ۱۴۰۳۶۰۳۰۲۰۰۰۲۹۳۴۳ مورخ ۱۴۰۳/۰۹/۰۱ مالکیت خانم امیری فرزند محمد در ششدانگ یک باب خانه به مساحت ۱۲۴ مترمربع قسمتی از پلاک ۳۱ اصلی واقع در زنجان. xyxy=(4,170,248,202)
ad-text: ۳۰ - پلاک ۸۶ اصلی برابر رای شماره ۱۴۰۳۶۰۳۱۷۰۰۱۲۳۴۵ مورخ ۱۴۰۳/۰۸/۲۰ آقای حسین فرزند عبدالله در ششدانگ یک قطعه زمین مزروعی به مساحت ۱۸۵۰ مترمربع خریداری از مالک رسمی. xyxy=(256,137,490,170)
ad-heading: هیات موضوع قانون تعیین تکلیف وضعیت ثبتی اراضی و ساختمانهای فاقد سند رسمی آگهی موضوع ماده ۳ قانون و ماده ۱۳ آیین نامه xyxy=(4,252,248,285)
publish-date: تاریخ انتشار نوبت دوم: ۱۴۰۳/۰۹/۲۸ xyxy=(4,578,128,589)
ad-separator xyxy=(4,988,248,989)
ad-signature: انوشه بخش - رئیس ثبت اسناد و املاک شهرستان زنگ xyxy=(15,810,237,821)
ad-heading: گواهینامه پایان تحصیلات مهندسی شیمی گرایش صنایع پتروشیمی در نظام آموزشی تمام وقت دانشگاه آزاد اسلامی واحد شهرکرد دارای گواهینامه شماره ۸۹۰۴۷ مورخ ۱۳۸۹/۰۶/۳۱ متعلق به ایجاب عباس دری صادره از شهرکرد فرزند الیاس به ش ش ۹۱ صادره از آبادان متولد ۱۳۶۴ به شماره ملی ۱۷۸۰۳۹۹۲۳۱ مفقود گردیده و از درجه اعتبار ساقط است. xyxy=(740,68,962,144)
mast-line: ایران xyxy=(926,31,944,40)
publish-date: تاریخ انتشار نوبت دوم: ۱۴۰۳/۰۹/۲۸ xyxy=(4,958,128,969)
ad-text: لذا به منظور اطلاع عموم مراتب در دو نوبت به فاصله ۱۵ روز آگهی می شود در صورتی که اشخاص نسبت به صدور سند مالکیت متقاضی اعتراضی داشته باشند می توانند از تاریخ انتشار اولین آگهی به مدت دو ماه اعتراض خود را به این اداره تسلیم نمایند. xyxy=(256,1114,490,1158)
ad-separator xyxy=(4,432,248,433)
ad-text: اداره ثبت اسناد و املاک شهرستان اسلامشهر - برابر آرای صادره هیات موضوع قانون تعیین تکلیف وضعیت ثبتی اراضی و ساختمانهای فاقد سند رسمی مستقر در واحد ثبتی اسلامشهر تصرفات مالکانه و بلامعارض متقاضیان محرز گردیده است. لذا به منظور اطلاع عموم مراتب در دو نوبت به فاصله ۱۵ روز آگهی می شود. xyxy=(498,102,732,157)
newspaper-logo xyxy=(646,4,906,50)
ad-text: ۱ - برابر رای شماره ۱۴۰۳۶۰۳۰۲۰۰۰۲۹۳۴۲ مورخ ۱۴۰۳/۰۹/۰۱ مالکیت آقای علی ذوالفقاری فرزند ش.ش ۲۳۴ صادره از تهران در ششدانگ یک باب ساختمان مسکونی به مساحت ۱۵۰/۵ مترمربع قسمتی از پلاک ۳۱ اصلی واقع در زنجان محرز گردیده است. xyxy=(4,124,249,168)
ad-text: لذا به منظور اطلاع عموم مراتب در دو نوبت به فاصله ۱۵ روز آگهی می شود. بدیهی است در صورت انقضای مدت مذکور و عدم وصول اعتراض طبق مقررات سند مالکیت صادر خواهد شد. xyxy=(4,910,248,943)
ad-signature: سعید بهرامی - رئیس ثبت اسناد و املاک xyxy=(290,1327,456,1338)
publish-date: تاریخ انتشار نوبت اول: ۱۴۰۳/۰۹/۱۳ xyxy=(4,945,127,956)
mast-line: سال سی و نهم xyxy=(909,19,961,28)
